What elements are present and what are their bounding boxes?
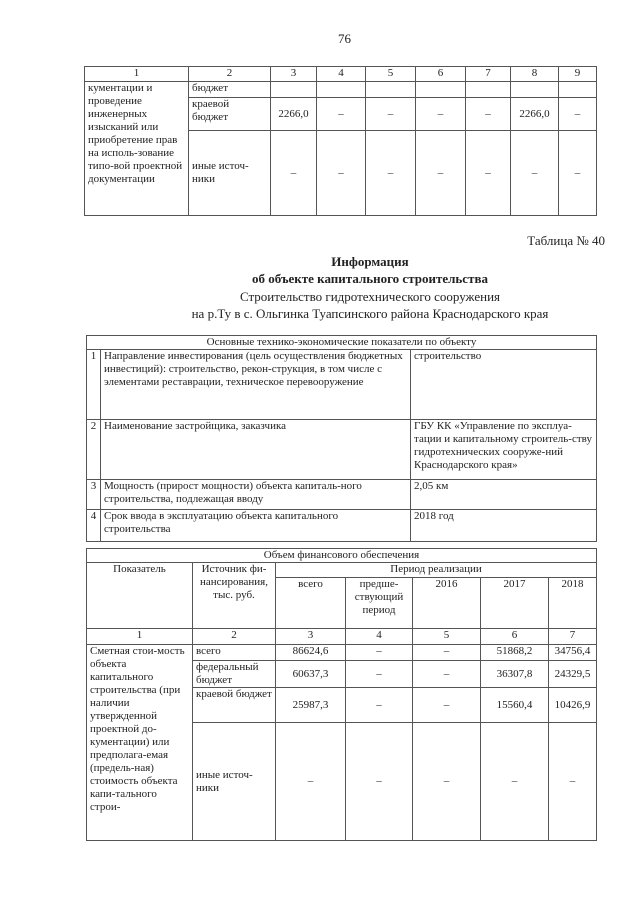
object-location: на р.Ту в с. Ольгинка Туапсинского района Краснодарского края <box>191 306 549 321</box>
col-number: 3 <box>276 629 346 645</box>
table-row <box>87 510 597 542</box>
col-number: 2 <box>189 67 271 82</box>
value-cell: 15560,4 <box>481 688 549 723</box>
table-header: Основные технико-экономические показатели по объекту <box>87 336 597 350</box>
value-cell: – <box>413 661 481 688</box>
value-cell: 60637,3 <box>276 661 346 688</box>
value-cell: 86624,6 <box>276 645 346 661</box>
source-cell: краевой бюджет <box>193 688 276 723</box>
column-header: всего <box>276 578 346 629</box>
heading-subtitle: об объекте капитального строительства <box>252 271 488 286</box>
col-number: 4 <box>346 629 413 645</box>
value-cell: – <box>549 723 597 841</box>
value-cell: – <box>416 131 466 216</box>
row-name: Направление инвестирования (цель осуществления бюджетных инвестиций): строительство, рекон-струкция, в том числе с элементами реставрации, техническое перевооружение <box>101 350 411 420</box>
table-row <box>87 350 597 420</box>
value-cell: 34756,4 <box>549 645 597 661</box>
source-cell: федеральный бюджет <box>193 661 276 688</box>
value-cell: 2266,0 <box>271 98 317 131</box>
source-cell: иные источ-ники <box>189 131 271 216</box>
indicator-cell: кументации и проведение инженерных изысканий или приобретение прав на исполь-зование типо-вой проектной документации <box>85 82 189 216</box>
finance-table <box>86 548 597 841</box>
value-cell: 36307,8 <box>481 661 549 688</box>
value-cell: 24329,5 <box>549 661 597 688</box>
value-cell: – <box>466 98 511 131</box>
row-number: 1 <box>87 350 101 420</box>
table-row <box>87 480 597 510</box>
heading-title: Информация <box>331 254 409 269</box>
value-cell: – <box>346 645 413 661</box>
col-number: 5 <box>413 629 481 645</box>
source-cell: всего <box>193 645 276 661</box>
column-header: предше-ствующий период <box>346 578 413 629</box>
column-header: Показатель <box>87 563 193 629</box>
value-cell: – <box>466 131 511 216</box>
indicator-cell: Сметная стои-мость объекта капитального строительства (при наличии утвержденной проектной до-кументации) или предполага-емая (предель-ная) стоимость объекта капи-тального строи- <box>87 645 193 841</box>
value-cell: – <box>346 723 413 841</box>
column-header: 2018 <box>549 578 597 629</box>
value-cell: – <box>366 98 416 131</box>
col-number: 7 <box>549 629 597 645</box>
table-row <box>87 645 597 661</box>
value-cell: 51868,2 <box>481 645 549 661</box>
value-cell: – <box>346 661 413 688</box>
row-value: ГБУ КК «Управление по эксплуа-тации и капитальному строитель-ству гидротехнических сооруже-ний Краснодарского края» <box>411 420 597 480</box>
table-header: Объем финансового обеспечения <box>87 549 597 563</box>
row-number: 3 <box>87 480 101 510</box>
row-number: 4 <box>87 510 101 542</box>
value-cell: – <box>413 688 481 723</box>
source-cell: краевой бюджет <box>189 98 271 131</box>
col-number: 7 <box>466 67 511 82</box>
value-cell: 10426,9 <box>549 688 597 723</box>
row-name: Мощность (прирост мощности) объекта капиталь-ного строительства, подлежащая вводу <box>101 480 411 510</box>
col-number: 2 <box>193 629 276 645</box>
col-number: 4 <box>317 67 366 82</box>
value-cell: – <box>366 131 416 216</box>
row-number: 2 <box>87 420 101 480</box>
value-cell: – <box>413 723 481 841</box>
col-number: 5 <box>366 67 416 82</box>
row-value: 2,05 км <box>411 480 597 510</box>
continued-funding-table <box>84 66 597 216</box>
column-header: Источник фи-нансирования, тыс. руб. <box>193 563 276 629</box>
column-header: 2017 <box>481 578 549 629</box>
page-number: 76 <box>338 31 351 46</box>
value-cell: – <box>416 98 466 131</box>
col-number: 9 <box>559 67 597 82</box>
indicators-table <box>86 335 597 542</box>
source-cell: иные источ-ники <box>193 723 276 841</box>
row-name: Наименование застройщика, заказчика <box>101 420 411 480</box>
value-cell: 2266,0 <box>511 98 559 131</box>
value-cell: – <box>276 723 346 841</box>
value-cell: – <box>559 98 597 131</box>
value-cell: – <box>511 131 559 216</box>
value-cell: 25987,3 <box>276 688 346 723</box>
value-cell: – <box>346 688 413 723</box>
value-cell: – <box>271 131 317 216</box>
row-name: Срок ввода в эксплуатацию объекта капитального строительства <box>101 510 411 542</box>
col-number: 1 <box>87 629 193 645</box>
col-number: 6 <box>416 67 466 82</box>
value-cell: – <box>481 723 549 841</box>
table-row <box>85 82 597 98</box>
row-value: 2018 год <box>411 510 597 542</box>
value-cell: – <box>317 98 366 131</box>
col-number: 3 <box>271 67 317 82</box>
source-cell: бюджет <box>189 82 271 98</box>
column-header: 2016 <box>413 578 481 629</box>
object-name: Строительство гидротехнического сооружения <box>239 289 501 304</box>
row-value: строительство <box>411 350 597 420</box>
col-number: 6 <box>481 629 549 645</box>
column-header: Период реализации <box>276 563 597 578</box>
value-cell: – <box>317 131 366 216</box>
col-number: 1 <box>85 67 189 82</box>
table-label: Таблица № 40 <box>527 233 605 248</box>
value-cell: – <box>559 131 597 216</box>
value-cell: – <box>413 645 481 661</box>
table-row <box>87 420 597 480</box>
col-number: 8 <box>511 67 559 82</box>
